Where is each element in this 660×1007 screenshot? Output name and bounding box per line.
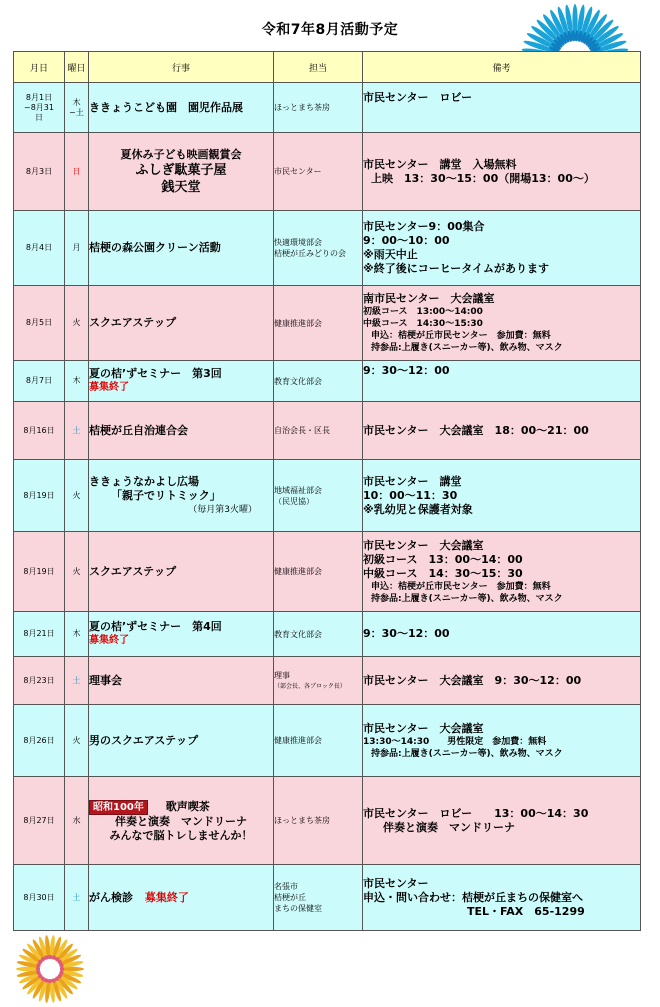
date-cell: 8月16日	[14, 402, 65, 460]
notes-line: 13:30～14:30 男性限定 参加費：無料	[363, 736, 547, 747]
staff-cell: 教育文化部会	[274, 361, 363, 402]
notes-cell	[363, 705, 641, 777]
notes-cell	[363, 402, 641, 460]
date-cell: 8月30日	[14, 865, 65, 931]
dow-cell: 火	[65, 705, 89, 777]
event-cell: スクエアステップ	[89, 532, 274, 612]
event-note: （毎月第3火曜）	[188, 504, 257, 515]
staff-cell: 健康推進部会	[274, 286, 363, 361]
showa-100-badge: 昭和100年	[89, 800, 148, 815]
date-text: ~8月31	[24, 102, 54, 112]
staff-line: （部会長、各ブロック長）	[274, 682, 346, 690]
notes-line: 上映 13：30～15：00（開場13：00～）	[371, 171, 595, 185]
event-cell	[89, 777, 274, 865]
notes-line: 初級コース 13:00～14:00	[363, 307, 483, 317]
event-line: 夏の桔’ずセミナー 第3回	[89, 367, 222, 380]
event-cell: 理事会	[89, 657, 274, 705]
notes-line: 申込：桔梗が丘市民センター 参加費：無料	[371, 581, 551, 592]
notes-line: 持参品:上履き(スニーカー等)、飲み物、マスク	[371, 343, 563, 353]
event-cell	[89, 612, 274, 657]
date-cell: 8月21日	[14, 612, 65, 657]
date-cell: 8月4日	[14, 211, 65, 286]
table-row	[14, 460, 641, 532]
staff-cell	[274, 211, 363, 286]
header-event: 行事	[89, 52, 274, 83]
dow-cell	[65, 83, 89, 133]
event-cell	[89, 133, 274, 211]
dow-cell: 土	[65, 657, 89, 705]
dow-text: 木	[72, 97, 81, 107]
notes-cell	[363, 460, 641, 532]
notes-line: 市民センター ロビー	[363, 91, 473, 104]
notes-cell	[363, 865, 641, 931]
table-row	[14, 657, 641, 705]
event-line: みんなで脳トレしませんか！	[109, 828, 253, 842]
staff-cell: 自治会長・区長	[274, 402, 363, 460]
staff-line: 快適環境部会	[274, 238, 322, 247]
closed-label: 募集終了	[89, 382, 129, 393]
table-row	[14, 402, 641, 460]
notes-cell	[363, 777, 641, 865]
event-cell: ききょうこども園 園児作品展	[89, 83, 274, 133]
event-line: 夏の桔’ずセミナー 第4回	[89, 620, 222, 633]
dow-cell: 水	[65, 777, 89, 865]
notes-line: 市民センター ロビー 13：00～14：30	[363, 806, 589, 820]
staff-cell	[274, 460, 363, 532]
event-cell: スクエアステップ	[89, 286, 274, 361]
dow-cell: 月	[65, 211, 89, 286]
notes-line: 市民センター9：00集合	[363, 220, 485, 233]
staff-cell: 市民センター	[274, 133, 363, 211]
event-cell	[89, 361, 274, 402]
notes-line: 市民センター 大会議室 9：30～12：00	[363, 673, 582, 687]
date-cell: 8月23日	[14, 657, 65, 705]
table-row	[14, 532, 641, 612]
header-dow: 曜日	[65, 52, 89, 83]
staff-cell	[274, 657, 363, 705]
notes-line: 市民センター 大会議室	[363, 538, 484, 552]
header-notes: 備考	[363, 52, 641, 83]
event-cell	[89, 865, 274, 931]
event-line: ふしぎ駄菓子屋	[135, 162, 227, 178]
dow-text: ~土	[69, 107, 84, 117]
notes-line: 持参品:上履き(スニーカー等)、飲み物、マスク	[371, 748, 563, 759]
staff-line: まちの保健室	[274, 904, 322, 913]
notes-line: 伴奏と演奏 マンドリーナ	[383, 820, 515, 834]
notes-cell	[363, 612, 641, 657]
notes-line: 中級コース 14：30～15：30	[363, 566, 523, 580]
notes-line: 市民センター 講堂	[363, 474, 462, 488]
staff-cell: 健康推進部会	[274, 532, 363, 612]
event-line: 夏休み子ども映画観賞会	[120, 147, 242, 161]
staff-line: （民児協）	[274, 496, 314, 506]
table-row	[14, 361, 641, 402]
date-cell: 8月3日	[14, 133, 65, 211]
notes-cell	[363, 657, 641, 705]
schedule-table	[13, 51, 641, 931]
header-date: 月日	[14, 52, 65, 83]
notes-line: ※乳幼児と保護者対象	[363, 502, 473, 516]
closed-label: 募集終了	[144, 890, 189, 904]
notes-line: TEL・FAX 65-1299	[467, 904, 585, 918]
dow-cell: 土	[65, 865, 89, 931]
notes-line: 市民センター 大会議室 18：00～21：00	[363, 423, 589, 437]
notes-line: 9：30～12：00	[363, 364, 450, 377]
event-line: がん検診	[89, 890, 133, 904]
notes-line: ※終了後にコーヒータイムがあります	[363, 262, 550, 275]
notes-line: 申込・問い合わせ：桔梗が丘まちの保健室へ	[363, 890, 583, 904]
event-cell: 男のスクエアステップ	[89, 705, 274, 777]
event-cell	[89, 460, 274, 532]
header-staff: 担当	[274, 52, 363, 83]
notes-line: 9：00～10：00	[363, 234, 450, 247]
table-row	[14, 83, 641, 133]
notes-cell	[363, 83, 641, 133]
staff-cell: 教育文化部会	[274, 612, 363, 657]
notes-line: 市民センター	[363, 876, 429, 890]
date-cell: 8月7日	[14, 361, 65, 402]
page-title: 令和7年8月活動予定	[261, 22, 399, 38]
notes-line: 中級コース 14:30～15:30	[363, 319, 483, 329]
staff-line: 理事	[274, 670, 290, 680]
event-line: 伴奏と演奏 マンドリーナ	[115, 814, 247, 828]
notes-cell	[363, 211, 641, 286]
notes-cell	[363, 532, 641, 612]
staff-line: 名張市	[274, 882, 298, 891]
date-cell: 8月19日	[14, 532, 65, 612]
staff-line: 桔梗が丘みどりの会	[274, 249, 346, 258]
notes-line: 申込：桔梗が丘市民センター 参加費：無料	[371, 331, 551, 341]
dow-cell: 火	[65, 286, 89, 361]
notes-line: 9：30～12：00	[363, 627, 450, 640]
date-text: 8月1日	[25, 92, 53, 102]
event-line: 「親子でリトミック」	[111, 488, 221, 502]
dow-cell: 木	[65, 612, 89, 657]
dow-cell: 火	[65, 460, 89, 532]
table-row	[14, 612, 641, 657]
date-cell	[14, 83, 65, 133]
notes-cell	[363, 286, 641, 361]
event-line: 銭天堂	[161, 179, 201, 195]
table-row	[14, 286, 641, 361]
event-cell: 桔梗が丘自治連合会	[89, 402, 274, 460]
date-cell: 8月5日	[14, 286, 65, 361]
dow-cell: 木	[65, 361, 89, 402]
dow-cell: 日	[65, 133, 89, 211]
staff-cell: 健康推進部会	[274, 705, 363, 777]
dow-cell: 火	[65, 532, 89, 612]
closed-label: 募集終了	[89, 635, 129, 646]
staff-cell	[274, 865, 363, 931]
notes-cell	[363, 361, 641, 402]
event-line: 歌声喫茶	[165, 799, 210, 813]
date-cell: 8月19日	[14, 460, 65, 532]
date-cell: 8月26日	[14, 705, 65, 777]
notes-line: 持参品:上履き(スニーカー等)、飲み物、マスク	[371, 593, 563, 604]
notes-line: 10：00～11：30	[363, 488, 458, 502]
staff-cell: ほっとまち茶房	[274, 83, 363, 133]
table-row	[14, 705, 641, 777]
header-row	[14, 52, 641, 83]
table-row	[14, 865, 641, 931]
notes-line: ※雨天中止	[363, 248, 418, 261]
date-text: 日	[35, 112, 43, 122]
dow-cell: 土	[65, 402, 89, 460]
notes-line: 初級コース 13：00～14：00	[363, 552, 523, 566]
notes-cell	[363, 133, 641, 211]
notes-line: 市民センター 講堂 入場無料	[363, 157, 517, 171]
notes-line: 市民センター 大会議室	[363, 721, 484, 735]
staff-line: 桔梗が丘	[274, 893, 306, 902]
event-line: ききょうなかよし広場	[89, 474, 199, 488]
table-row	[14, 777, 641, 865]
event-cell: 桔梗の森公園クリーン活動	[89, 211, 274, 286]
staff-line: 地域福祉部会	[274, 485, 322, 495]
sunburst-bottom-left-icon	[12, 931, 88, 1007]
notes-line: 南市民センター 大会議室	[363, 292, 495, 305]
table-row	[14, 133, 641, 211]
date-cell: 8月27日	[14, 777, 65, 865]
table-row	[14, 211, 641, 286]
staff-cell: ほっとまち茶房	[274, 777, 363, 865]
